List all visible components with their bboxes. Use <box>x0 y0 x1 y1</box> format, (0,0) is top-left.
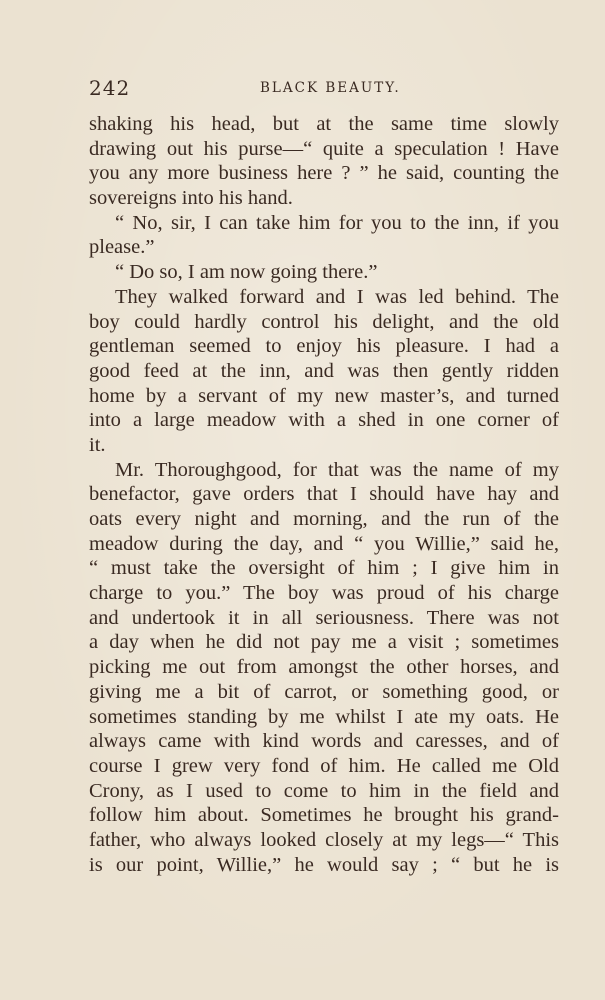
text-line: home by a servant of my new master’s, and turned <box>89 384 559 407</box>
text-line: father, who always looked closely at my legs—“ This <box>89 828 559 851</box>
text-line: picking me out from amongst the other horses, and <box>89 656 559 679</box>
running-title: BLACK BEAUTY. <box>260 80 401 96</box>
text-line: “ Do so, I am now going there.” <box>115 261 378 284</box>
text-line: oats every night and morning, and the run of the <box>89 508 559 530</box>
text-line: good feed at the inn, and was then gently ridden <box>89 359 559 382</box>
text-line: it. <box>89 433 106 456</box>
text-line: and undertook it in all seriousness. There was not <box>89 606 559 629</box>
text-line: is our point, Willie,” he would say ; “ but he is <box>89 853 559 876</box>
text-line: drawing out his purse—“ quite a speculation ! Have <box>89 137 559 160</box>
text-line: please.” <box>89 236 155 259</box>
text-line: follow him about. Sometimes he brought his grand- <box>89 804 559 827</box>
page-number: 242 <box>89 76 131 100</box>
text-line: meadow during the day, and “ you Willie,” said he, <box>89 532 559 555</box>
text-line: shaking his head, but at the same time slowly <box>89 113 559 135</box>
text-line: They walked forward and I was led behind. The <box>115 285 559 308</box>
body-text <box>89 112 559 877</box>
text-line: charge to you.” The boy was proud of his charge <box>89 582 559 605</box>
text-line: boy could hardly control his delight, and the old <box>89 310 559 333</box>
text-line: into a large meadow with a shed in one corner of <box>89 409 559 432</box>
page-header <box>89 76 559 102</box>
text-line: “ must take the oversight of him ; I give him in <box>89 557 559 580</box>
text-line: gentleman seemed to enjoy his pleasure. I had a <box>89 335 559 358</box>
text-line: a day when he did not pay me a visit ; sometimes <box>89 631 559 654</box>
text-line: “ No, sir, I can take him for you to the inn, if you <box>115 211 559 234</box>
text-line: giving me a bit of carrot, or something good, or <box>89 680 559 703</box>
text-line: sometimes standing by me whilst I ate my oats. He <box>89 705 559 728</box>
text-line: course I grew very fond of him. He called me Old <box>89 754 559 777</box>
text-line: always came with kind words and caresses, and of <box>89 730 559 753</box>
text-line: Mr. Thoroughgood, for that was the name of my <box>115 458 559 481</box>
text-line: you any more business here ? ” he said, counting the <box>89 162 559 185</box>
text-line: benefactor, gave orders that I should have hay and <box>89 483 559 506</box>
text-line: sovereigns into his hand. <box>89 187 293 210</box>
text-line: Crony, as I used to come to him in the field and <box>89 779 559 802</box>
